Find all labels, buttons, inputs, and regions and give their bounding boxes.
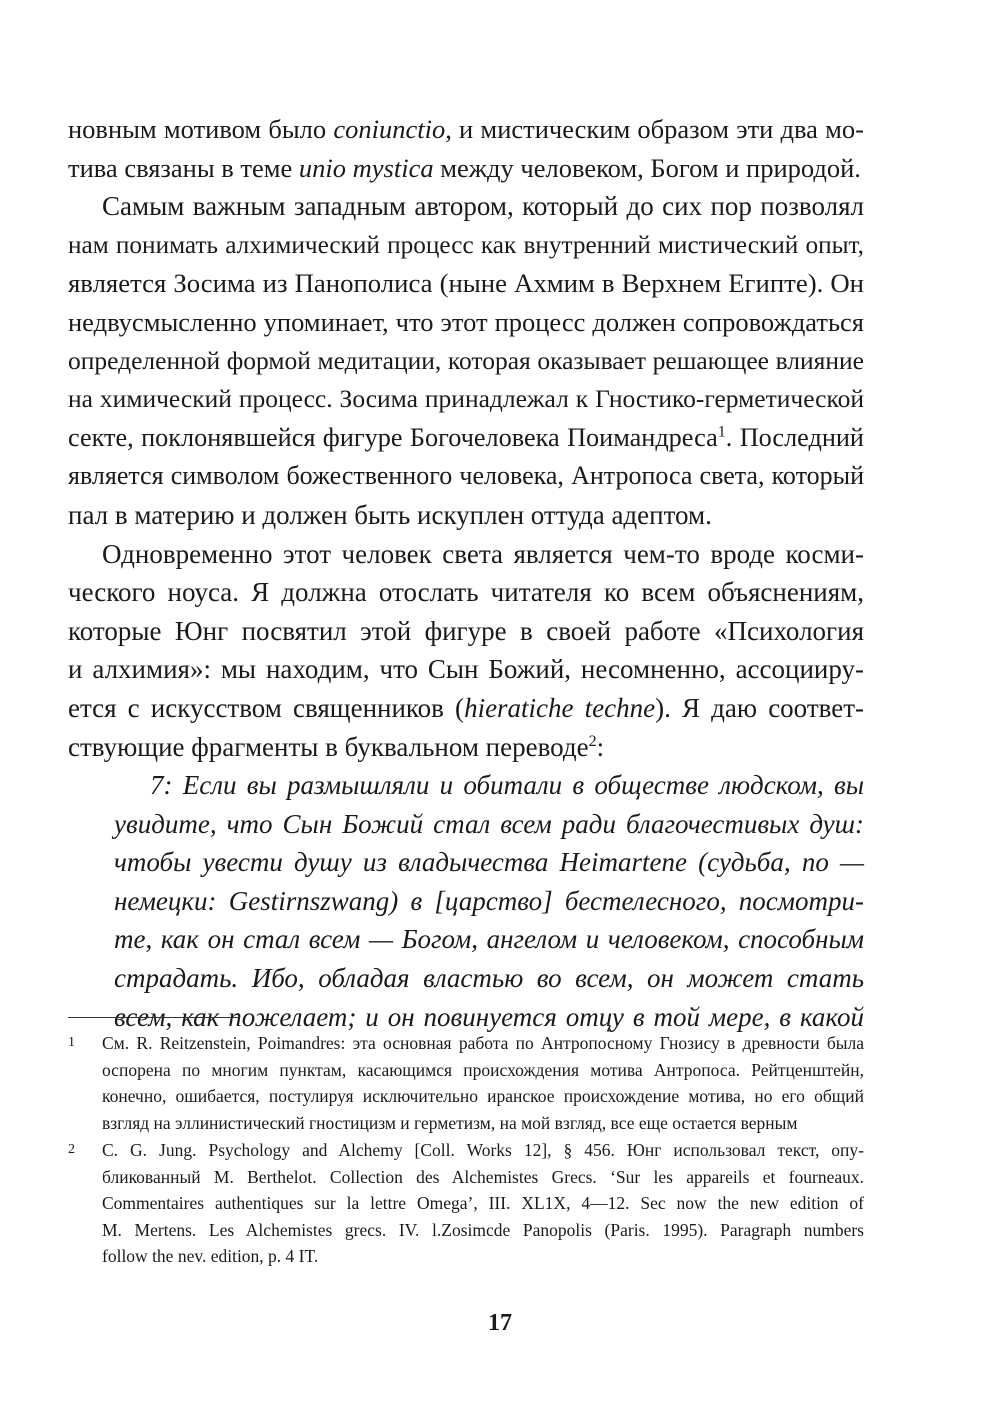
footnote-divider bbox=[68, 1017, 240, 1018]
text-run: ется с искусством священников ( bbox=[68, 692, 465, 723]
text-line: и алхимия»: мы находим, что Сын Божий, несомненно, ассоцииру- bbox=[68, 654, 864, 685]
text-line bbox=[68, 149, 864, 188]
quote-line: 7: Если вы размышляли и обитали в обществе людском, вы bbox=[150, 770, 864, 801]
text-line: Самым важным западным автором, который до сих пор позволял bbox=[102, 191, 864, 222]
text-run: ствующие фрагменты в буквальном переводе bbox=[68, 731, 589, 762]
text-line: определенной формой медитации, которая оказывает решающее влияние bbox=[68, 345, 864, 375]
block-quote bbox=[68, 766, 864, 1036]
text-line bbox=[68, 110, 864, 149]
text-line: ческого ноуса. Я должна отослать читателя ко всем объяснениям, bbox=[68, 577, 864, 608]
footnote-line: follow the nev. edition, p. 4 IT. bbox=[102, 1246, 319, 1266]
footnote-ref[interactable]: 2 bbox=[588, 732, 597, 750]
footnote-line: взгляд на эллинистический гностицизм и герметизм, на мой взгляд, все еще остается верным bbox=[102, 1112, 798, 1133]
text-run: между человеком, Богом и природой. bbox=[433, 152, 861, 183]
italic-term: coniunctio bbox=[333, 114, 446, 144]
text-line: недвусмысленно упоминает, что этот процесс должен сопровождаться bbox=[68, 306, 864, 337]
text-run: : bbox=[596, 731, 605, 762]
text-line: является символом божественного человека, Антропоса света, который bbox=[68, 461, 864, 491]
quote-line: немецки: Gestirnszwang) в [царство] бестелесного, посмотри- bbox=[114, 885, 864, 916]
page-number: 17 bbox=[488, 1310, 512, 1336]
text-line bbox=[68, 689, 864, 728]
footnote-ref[interactable]: 1 bbox=[717, 423, 726, 440]
quote-line: увидите, что Сын Божий стал всем ради благочестивых душ: bbox=[114, 808, 864, 839]
quote-line: всем, как пожелает; и он повинуется отцу в той мере, в какой bbox=[114, 1001, 864, 1032]
text-line: на химический процесс. Зосима принадлежал к Гностико-герметической bbox=[68, 384, 864, 414]
footnotes bbox=[68, 1030, 864, 1270]
text-run: , и мистическим образом эти два мо- bbox=[445, 114, 864, 144]
text-run: . Последний bbox=[725, 422, 864, 452]
quote-line: чтобы увести душу из владычества Heimartene (судьба, по — bbox=[114, 847, 864, 878]
text-run: новным мотивом было bbox=[68, 114, 334, 144]
text-line: пал в материю и должен быть искуплен оттуда адептом. bbox=[68, 499, 712, 530]
text-run: ). Я даю соответ- bbox=[655, 692, 864, 723]
footnote-number: 2 bbox=[68, 1142, 75, 1157]
text-line bbox=[68, 728, 864, 767]
text-line: которые Юнг посвятил этой фигуре в своей работе «Психология bbox=[68, 615, 864, 646]
main-text bbox=[68, 110, 864, 1036]
italic-term: unio mystica bbox=[298, 152, 434, 183]
footnote-1 bbox=[68, 1030, 864, 1136]
quote-line: страдать. Ибо, обладая властью во всем, он может стать bbox=[114, 963, 864, 994]
footnote-line: C. G. Jung. Psychology and Alchemy [Coll. Works 12], § 456. Юнг использовал текст, опу- bbox=[102, 1140, 864, 1160]
footnote-line: конечно, ошибается, постулируя исключительно иранское происхождение мотива, но его общий bbox=[102, 1086, 864, 1106]
text-line: является Зосима из Панополиса (ныне Ахмим в Верхнем Египте). Он bbox=[68, 268, 864, 299]
footnote-number: 1 bbox=[68, 1035, 75, 1050]
footnote-line: M. Mertens. Les Alchemistes grecs. IV. l.Zosimcde Panopolis (Paris. 1995). Paragraph numbers bbox=[102, 1219, 864, 1240]
footnote-2 bbox=[68, 1137, 864, 1270]
text-line bbox=[68, 419, 864, 458]
footnote-line: оспорена по многим пунктам, касающимся происхождения мотива Антропоса. Рейтценштейн, bbox=[102, 1059, 864, 1080]
text-line: Одновременно этот человек света является чем-то вроде косми- bbox=[102, 538, 864, 569]
text-line: нам понимать алхимический процесс как внутренний мистический опыт, bbox=[68, 230, 864, 259]
text-run: секте, поклонявшейся фигуре Богочеловека Поимандреса bbox=[68, 422, 718, 452]
footnote-line: Commentaires authentiques sur la lettre Omega’, III. XL1X, 4—12. Sec now the new edition of bbox=[102, 1193, 864, 1213]
text-run: тива связаны в теме bbox=[68, 152, 299, 183]
footnote-line: бликованный M. Berthelot. Collection des Alchemistes Grecs. ‘Sur les appareils et fourneaux. bbox=[102, 1166, 864, 1187]
italic-term: hieratiche techne bbox=[464, 692, 656, 723]
quote-line: те, как он стал всем — Богом, ангелом и человеком, способным bbox=[114, 924, 864, 955]
footnote-line: См. R. Reitzenstein, Poimandres: эта основная работа по Антропосному Гнозису в древности была bbox=[102, 1033, 864, 1053]
